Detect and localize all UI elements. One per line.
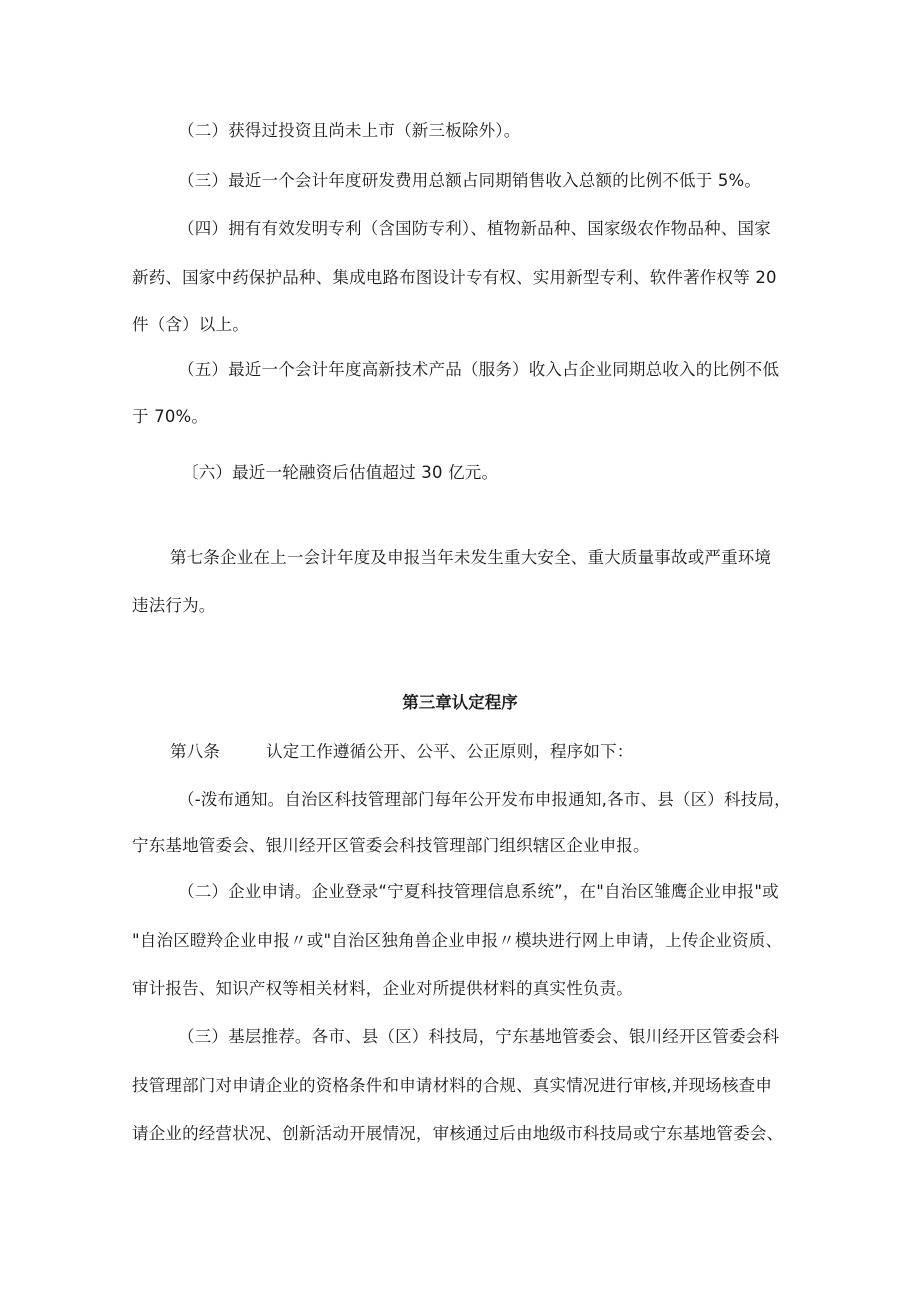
article-line [170,740,634,764]
paragraph-line: 宁东基地管委会、银川经开区管委会科技管理部门组织辖区企业申报。 [132,836,650,855]
article-text: 认定工作遵循公开、公平、公正原则，程序如下： [266,742,634,761]
paragraph-line: （五）最近一个会计年度高新技术产品（服务）收入占企业同期总收入的比例不低 [178,360,780,379]
paragraph-line: 第七条企业在上一会计年度及申报当年未发生重大安全、重大质量事故或严重环境 [170,548,772,567]
paragraph-line: （三）基层推荐。各市、县（区）科技局，宁东基地管委会、银川经开区管委会科 [178,1027,780,1046]
paragraph-line: 技管理部门对申请企业的资格条件和申请材料的合规、真实情况进行审核,并现场核查申 [132,1076,773,1095]
paragraph-line: "自治区瞪羚企业申报〃或"自治区独角兽企业申报〃模块进行网上申请，上传企业资质、 [132,931,783,950]
paragraph-line: （四）拥有有效发明专利（含国防专利）、植物新品种、国家级农作物品种、国家 [178,219,771,238]
paragraph-line: 违法行为。 [132,596,216,615]
paragraph-line: 新药、国家中药保护品种、集成电路布图设计专有权、实用新型专利、软件著作权等 20 [132,268,777,287]
paragraph-line: 审计报告、知识产权等相关材料，企业对所提供材料的真实性负责。 [132,979,633,998]
paragraph-line: 件（含）以上。 [132,315,249,334]
paragraph-line: （-泼布通知。自治区科技管理部门每年公开发布申报通知,各市、县（区）科技局， [178,790,791,809]
paragraph-line: 〔六）最近一轮融资后估值超过 30 亿元。 [182,463,499,482]
paragraph-line: （三）最近一个会计年度研发费用总额占同期销售收入总额的比例不低于 5%。 [178,171,762,190]
paragraph-line: 请企业的经营状况、创新活动开展情况，审核通过后由地级市科技局或宁东基地管委会、 [132,1124,784,1143]
paragraph-line: 于 70%。 [132,407,209,426]
article-label: 第八条 [170,742,221,761]
paragraph-line: （二）获得过投资且尚未上市（新三板除外）。 [178,121,521,140]
paragraph-line: （二）企业申请。企业登录“宁夏科技管理信息系统”，在"自治区雏鹰企业申报"或 [178,882,779,901]
chapter-title: 第三章认定程序 [402,693,518,712]
